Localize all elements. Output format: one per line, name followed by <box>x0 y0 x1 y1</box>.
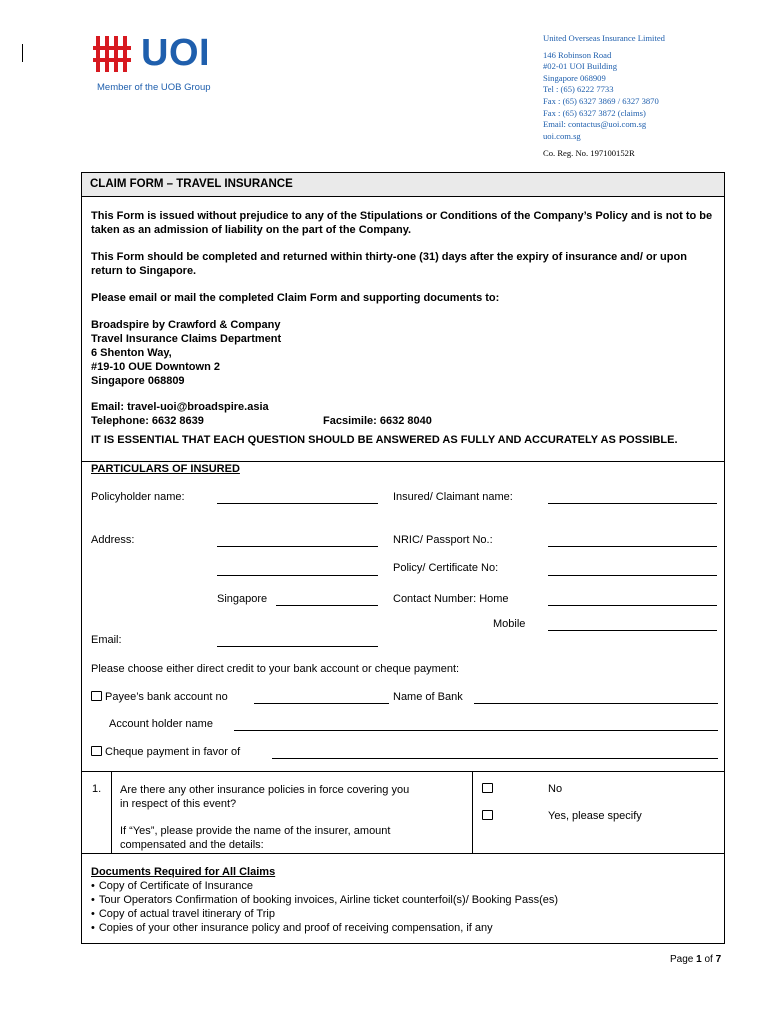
mobile-label: Mobile <box>493 618 526 630</box>
page-current: 1 <box>696 954 702 965</box>
cheque-row <box>91 746 240 758</box>
policyholder-field[interactable] <box>217 503 378 504</box>
policy-cert-field[interactable] <box>548 575 717 576</box>
documents-heading: Documents Required for All Claims <box>91 866 276 878</box>
document-item: • Copy of actual travel itinerary of Trip <box>91 907 558 921</box>
form-title: CLAIM FORM – TRAVEL INSURANCE <box>82 173 724 197</box>
addressee-line: #19-10 OUE Downtown 2 <box>91 361 220 373</box>
payee-row <box>91 691 228 703</box>
address-field-line-1[interactable] <box>217 546 378 547</box>
address-field-line-2[interactable] <box>217 575 378 576</box>
company-name: United Overseas Insurance Limited <box>543 33 665 43</box>
bank-name-field[interactable] <box>474 703 718 704</box>
intro-deadline: This Form should be completed and returned within thirty-one (31) days after the expiry of insurance and/ or upon return to Singapore. <box>91 251 687 277</box>
documents-required <box>91 865 558 935</box>
email-label: Email: <box>91 634 122 646</box>
nric-label: NRIC/ Passport No.: <box>393 534 493 546</box>
address-label: Address: <box>91 534 135 546</box>
page-number <box>670 954 721 965</box>
payment-prompt: Please choose either direct credit to your bank account or cheque payment: <box>91 663 460 675</box>
company-address-line: Singapore 068909 <box>543 72 606 83</box>
cheque-checkbox[interactable] <box>91 746 102 756</box>
bank-name-label: Name of Bank <box>393 691 463 703</box>
intro-disclaimer: This Form is issued without prejudice to any of the Stipulations or Conditions of the Company’s Policy and is not to be taken as an admission of liability on the part of the Company. <box>91 210 713 236</box>
policyholder-label: Policyholder name: <box>91 491 185 503</box>
company-address-line: Fax : (65) 6327 3869 / 6327 3870 <box>543 95 659 106</box>
contact-home-label: Contact Number: Home <box>393 593 509 605</box>
company-address-line: Fax : (65) 6327 3872 (claims) <box>543 107 646 118</box>
question-1-follow-line: compensated and the details: <box>120 839 264 851</box>
text-cursor <box>22 44 23 62</box>
account-holder-label: Account holder name <box>109 718 213 730</box>
document-item: • Copy of Certificate of Insurance <box>91 879 558 893</box>
email-field[interactable] <box>217 646 378 647</box>
addressee-line: Broadspire by Crawford & Company <box>91 319 281 331</box>
cheque-payee-field[interactable] <box>272 758 718 759</box>
account-holder-field[interactable] <box>234 730 718 731</box>
particulars-heading: PARTICULARS OF INSURED <box>91 463 240 475</box>
question-divider-bottom <box>82 853 724 854</box>
singapore-label: Singapore <box>217 593 268 605</box>
company-address-line: 146 Robinson Road <box>543 49 612 60</box>
payee-account-field[interactable] <box>254 703 389 704</box>
answer-column-divider <box>472 771 473 853</box>
answer-yes-checkbox[interactable] <box>482 810 493 820</box>
answer-no-checkbox[interactable] <box>482 783 493 793</box>
company-address-line: Email: contactus@uoi.com.sg <box>543 119 647 130</box>
bank-credit-checkbox[interactable] <box>91 691 102 701</box>
question-1-text <box>120 783 409 852</box>
mobile-field[interactable] <box>548 630 717 631</box>
company-address-block <box>543 33 665 160</box>
question-1-text-line: in respect of this event? <box>120 798 237 810</box>
document-item: • Tour Operators Confirmation of booking invoices, Airline ticket counterfoil(s)/ Booking Pass(es) <box>91 893 558 907</box>
contact-home-field[interactable] <box>548 605 717 606</box>
essential-note: IT IS ESSENTIAL THAT EACH QUESTION SHOULD BE ANSWERED AS FULLY AND ACCURATELY AS POSSIBLE. <box>91 434 678 446</box>
uoi-logo <box>93 34 223 94</box>
addressee-facsimile: Facsimile: 6632 8040 <box>323 415 432 427</box>
form-intro <box>91 209 719 447</box>
answer-yes-label: Yes, please specify <box>548 810 642 822</box>
question-1-number: 1. <box>92 783 102 795</box>
contact-row <box>91 414 719 428</box>
addressee-email: Email: travel-uoi@broadspire.asia <box>91 401 269 413</box>
company-reg-no: Co. Reg. No. 197100152R <box>543 148 635 159</box>
question-divider-top <box>82 771 724 772</box>
document-item: • Copies of your other insurance policy and proof of receiving compensation, if any <box>91 921 558 935</box>
company-address-line: #02-01 UOI Building <box>543 61 617 72</box>
addressee-line: Travel Insurance Claims Department <box>91 333 282 345</box>
payee-label: Payee’s bank account no <box>105 691 228 703</box>
addressee-block <box>91 318 719 388</box>
page-total: 7 <box>715 954 722 965</box>
question-column-divider <box>111 771 112 853</box>
uoi-logo-mark-icon <box>93 34 137 74</box>
uoi-logo-text: UOI <box>141 32 211 74</box>
uoi-logo-tagline: Member of the UOB Group <box>97 82 211 93</box>
page-prefix: Page <box>670 954 694 965</box>
page-of: of <box>704 954 713 965</box>
nric-field[interactable] <box>548 546 717 547</box>
intro-submit-instruction: Please email or mail the completed Claim Form and supporting documents to: <box>91 292 500 304</box>
addressee-telephone: Telephone: 6632 8639 <box>91 415 204 427</box>
claimant-label: Insured/ Claimant name: <box>393 491 513 503</box>
documents-list <box>91 879 558 935</box>
section-divider <box>82 461 724 462</box>
question-1-follow-line: If “Yes”, please provide the name of the insurer, amount <box>120 825 391 837</box>
claim-form <box>81 172 725 944</box>
company-address-line: uoi.com.sg <box>543 130 581 141</box>
policy-cert-label: Policy/ Certificate No: <box>393 562 499 574</box>
answer-no-label: No <box>548 783 563 795</box>
addressee-line: Singapore 068809 <box>91 375 185 387</box>
postal-code-field[interactable] <box>276 605 378 606</box>
cheque-label: Cheque payment in favor of <box>105 746 241 758</box>
claimant-field[interactable] <box>548 503 717 504</box>
company-address-line: Tel : (65) 6222 7733 <box>543 84 614 95</box>
addressee-line: 6 Shenton Way, <box>91 347 172 359</box>
question-1-text-line: Are there any other insurance policies in force covering you <box>120 784 410 796</box>
